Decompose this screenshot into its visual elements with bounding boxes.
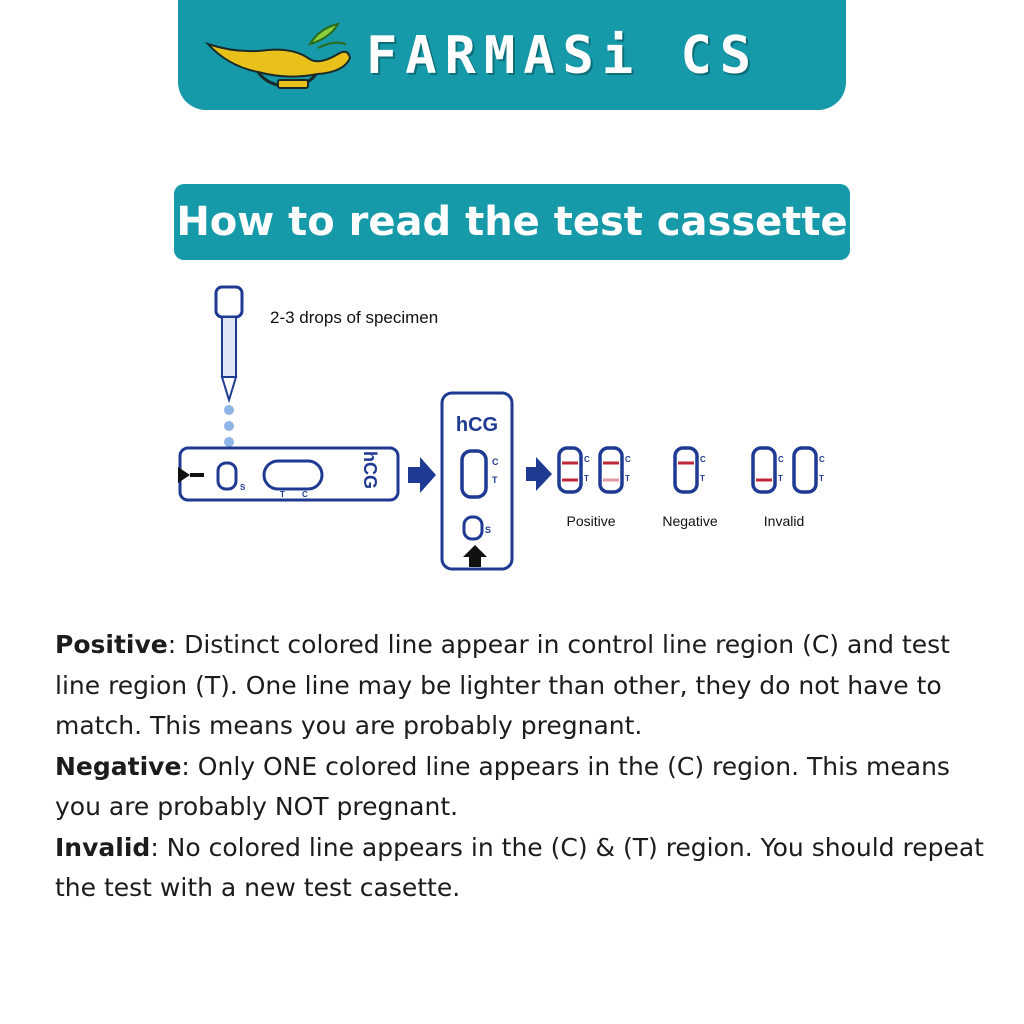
strip-sample-mark: S <box>240 483 246 492</box>
negative-test-mark: T <box>700 474 705 483</box>
brand-name: FARMASi CS <box>366 26 760 86</box>
explanation-positive <box>55 625 985 747</box>
positive-test-mark-2: T <box>625 474 630 483</box>
negative-label: Negative <box>662 513 718 529</box>
negative-control-mark: C <box>700 455 706 464</box>
positive-control-mark-1: C <box>584 455 590 464</box>
positive-control-mark-2: C <box>625 455 631 464</box>
page-title-text: How to read the test cassette <box>176 199 848 245</box>
term-negative: Negative <box>55 751 182 781</box>
term-invalid: Invalid <box>55 832 151 862</box>
invalid-control-mark-2: C <box>819 455 825 464</box>
page-title <box>174 184 850 260</box>
invalid-label: Invalid <box>763 513 805 529</box>
cassette-hcg-label: hCG <box>455 414 499 436</box>
result-explanations <box>55 625 985 909</box>
test-cassette <box>442 393 512 569</box>
explanation-negative-text: : Only ONE colored line appears in the (C) region. This means you are probably NOT pregnant. <box>55 751 950 821</box>
invalid-test-mark-1: T <box>778 474 783 483</box>
test-diagram <box>178 285 846 575</box>
term-positive: Positive <box>55 630 168 659</box>
test-strip <box>178 448 398 500</box>
specimen-label: 2-3 drops of specimen <box>270 308 439 327</box>
cassette-test-mark: T <box>492 475 498 485</box>
explanation-invalid <box>55 828 985 909</box>
strip-hcg-label: hCG <box>360 451 380 489</box>
explanation-negative <box>55 747 985 828</box>
positive-label: Positive <box>566 513 616 529</box>
explanation-positive-text: : Distinct colored line appear in control line region (C) and test line region (T). One line may be lighter than other, they do not have to match. This means you are probably pregnant. <box>55 630 950 740</box>
strip-control-mark: C <box>302 490 308 499</box>
invalid-control-mark-1: C <box>778 455 784 464</box>
strip-test-mark: T <box>280 490 285 499</box>
positive-test-mark-1: T <box>584 474 589 483</box>
explanation-invalid-text: : No colored line appears in the (C) & (T) region. You should repeat the test with a new test casette. <box>55 832 984 902</box>
magic-lamp-icon <box>198 14 358 94</box>
cassette-sample-mark: S <box>485 525 492 535</box>
cassette-control-mark: C <box>492 457 499 467</box>
brand-banner <box>178 0 846 110</box>
invalid-test-mark-2: T <box>819 474 824 483</box>
